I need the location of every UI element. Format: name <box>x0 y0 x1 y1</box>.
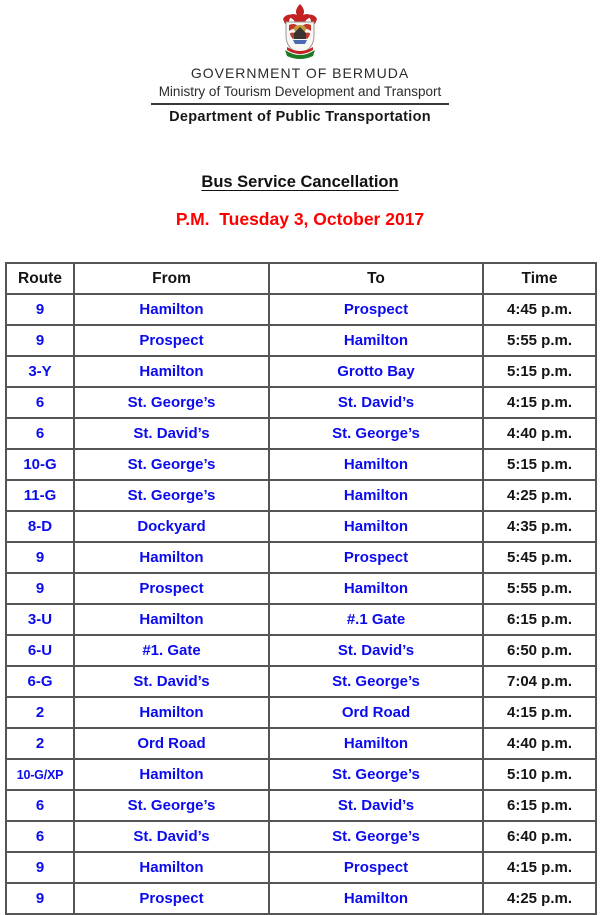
from-cell: Prospect <box>74 883 269 914</box>
route-cell: 3-Y <box>6 356 74 387</box>
route-cell: 2 <box>6 728 74 759</box>
time-cell: 4:15 p.m. <box>483 697 596 728</box>
from-cell: #1. Gate <box>74 635 269 666</box>
table-row <box>6 604 596 635</box>
time-cell: 5:55 p.m. <box>483 573 596 604</box>
time-cell: 5:55 p.m. <box>483 325 596 356</box>
route-cell: 6 <box>6 387 74 418</box>
table-row <box>6 480 596 511</box>
to-cell: Hamilton <box>269 883 483 914</box>
from-cell: St. David’s <box>74 821 269 852</box>
time-cell: 4:40 p.m. <box>483 728 596 759</box>
to-cell: Hamilton <box>269 449 483 480</box>
from-cell: St. David’s <box>74 418 269 449</box>
department-name: Department of Public Transportation <box>169 109 431 125</box>
column-header-route: Route <box>6 263 74 294</box>
from-cell: Hamilton <box>74 604 269 635</box>
ministry-name: Ministry of Tourism Development and Transport <box>158 84 442 99</box>
table-row <box>6 697 596 728</box>
table-row <box>6 449 596 480</box>
route-cell: 10-G/XP <box>6 759 74 790</box>
document-title: Bus Service Cancellation <box>201 173 399 191</box>
route-cell: 6-U <box>6 635 74 666</box>
table-row <box>6 666 596 697</box>
document-date: P.M. Tuesday 3, October 2017 <box>175 209 425 229</box>
column-header-to: To <box>269 263 483 294</box>
table-row <box>6 542 596 573</box>
route-cell: 9 <box>6 883 74 914</box>
route-cell: 2 <box>6 697 74 728</box>
table-row <box>6 821 596 852</box>
to-cell: Prospect <box>269 294 483 325</box>
time-cell: 7:04 p.m. <box>483 666 596 697</box>
to-cell: Hamilton <box>269 511 483 542</box>
time-cell: 5:15 p.m. <box>483 356 596 387</box>
to-cell: St. George’s <box>269 418 483 449</box>
time-cell: 4:25 p.m. <box>483 480 596 511</box>
from-cell: Hamilton <box>74 759 269 790</box>
time-cell: 6:50 p.m. <box>483 635 596 666</box>
route-cell: 10-G <box>6 449 74 480</box>
route-cell: 9 <box>6 294 74 325</box>
cancellation-table <box>5 262 597 915</box>
table-row <box>6 852 596 883</box>
to-cell: Ord Road <box>269 697 483 728</box>
route-cell: 8-D <box>6 511 74 542</box>
table-row <box>6 728 596 759</box>
from-cell: Hamilton <box>74 356 269 387</box>
to-cell: #.1 Gate <box>269 604 483 635</box>
time-cell: 4:15 p.m. <box>483 852 596 883</box>
route-cell: 6 <box>6 418 74 449</box>
time-cell: 5:10 p.m. <box>483 759 596 790</box>
from-cell: St. George’s <box>74 387 269 418</box>
route-cell: 3-U <box>6 604 74 635</box>
from-cell: St. George’s <box>74 480 269 511</box>
time-cell: 6:40 p.m. <box>483 821 596 852</box>
table-row <box>6 387 596 418</box>
to-cell: St. David’s <box>269 790 483 821</box>
letterhead <box>0 0 600 125</box>
column-header-time: Time <box>483 263 596 294</box>
to-cell: St. David’s <box>269 387 483 418</box>
route-cell: 9 <box>6 325 74 356</box>
route-cell: 9 <box>6 573 74 604</box>
from-cell: Hamilton <box>74 852 269 883</box>
from-cell: Prospect <box>74 573 269 604</box>
to-cell: Hamilton <box>269 573 483 604</box>
route-cell: 11-G <box>6 480 74 511</box>
to-cell: Hamilton <box>269 480 483 511</box>
column-header-from: From <box>74 263 269 294</box>
from-cell: St. David’s <box>74 666 269 697</box>
government-name: GOVERNMENT OF BERMUDA <box>190 65 410 81</box>
time-cell: 4:25 p.m. <box>483 883 596 914</box>
to-cell: St. George’s <box>269 666 483 697</box>
letterhead-divider <box>151 103 449 105</box>
from-cell: St. George’s <box>74 449 269 480</box>
route-cell: 9 <box>6 542 74 573</box>
from-cell: Dockyard <box>74 511 269 542</box>
table-row <box>6 418 596 449</box>
table-row <box>6 511 596 542</box>
to-cell: St. George’s <box>269 759 483 790</box>
from-cell: Hamilton <box>74 542 269 573</box>
to-cell: Prospect <box>269 542 483 573</box>
from-cell: Ord Road <box>74 728 269 759</box>
from-cell: Prospect <box>74 325 269 356</box>
table-row <box>6 635 596 666</box>
table-row <box>6 356 596 387</box>
table-row <box>6 573 596 604</box>
route-cell: 6-G <box>6 666 74 697</box>
to-cell: Hamilton <box>269 325 483 356</box>
from-cell: Hamilton <box>74 294 269 325</box>
table-row <box>6 325 596 356</box>
to-cell: St. David’s <box>269 635 483 666</box>
bermuda-coat-of-arms-icon <box>273 3 327 61</box>
table-body <box>6 294 596 914</box>
to-cell: St. George’s <box>269 821 483 852</box>
table-row <box>6 883 596 914</box>
to-cell: Prospect <box>269 852 483 883</box>
time-cell: 4:15 p.m. <box>483 387 596 418</box>
time-cell: 6:15 p.m. <box>483 604 596 635</box>
to-cell: Grotto Bay <box>269 356 483 387</box>
route-cell: 6 <box>6 821 74 852</box>
table-row <box>6 294 596 325</box>
from-cell: Hamilton <box>74 697 269 728</box>
time-cell: 5:45 p.m. <box>483 542 596 573</box>
table-header-row <box>6 263 596 294</box>
route-cell: 6 <box>6 790 74 821</box>
table-row <box>6 759 596 790</box>
to-cell: Hamilton <box>269 728 483 759</box>
time-cell: 5:15 p.m. <box>483 449 596 480</box>
route-cell: 9 <box>6 852 74 883</box>
time-cell: 4:40 p.m. <box>483 418 596 449</box>
time-cell: 6:15 p.m. <box>483 790 596 821</box>
from-cell: St. George’s <box>74 790 269 821</box>
time-cell: 4:45 p.m. <box>483 294 596 325</box>
table-row <box>6 790 596 821</box>
time-cell: 4:35 p.m. <box>483 511 596 542</box>
